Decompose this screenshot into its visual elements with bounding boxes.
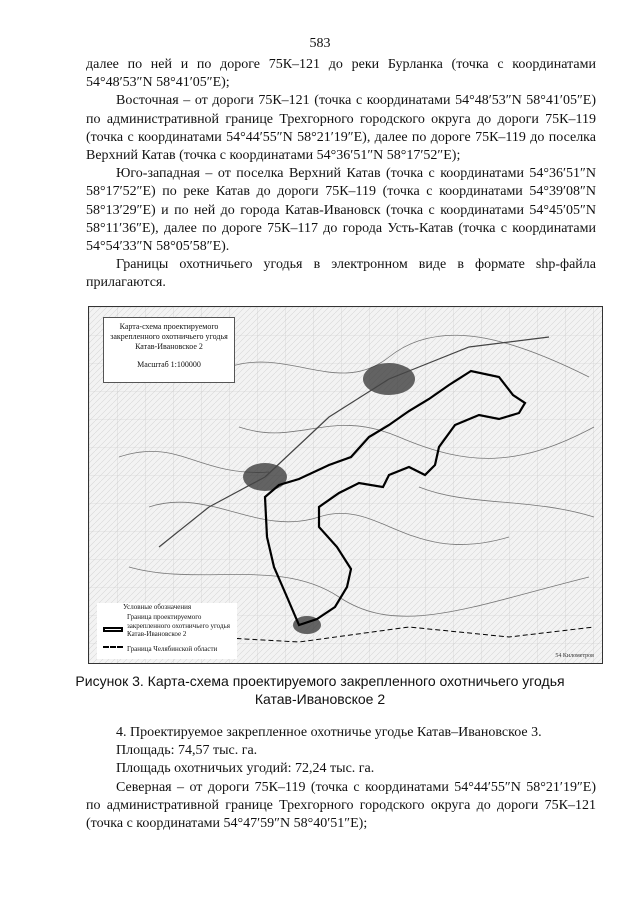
legend-swatch-boundary: [103, 627, 123, 632]
caption-line: Рисунок 3. Карта-схема проектируемого закрепленного охотничьего угодья: [75, 673, 565, 689]
paragraph: 4. Проектируемое закрепленное охотничье угодье Катав–Ивановское 3.: [116, 725, 542, 740]
paragraph: Юго-западная – от поселка Верхний Катав (точка с координатами 54°36′51″N 58°17′52″E) по реке Катав до дороги 75К–119 (точка с координатами 54°39′08″N 58°13′29″E) и по ней до города Катав-Ивановск (точка с координатами 54°45′05″N 58°11′36″E), далее по дороге 75К–117 до города Усть-Катав (точка с координатами 54°54′33″N 58°05′58″E).: [86, 166, 596, 255]
text-block-top: [86, 56, 596, 293]
map-legend: [97, 603, 237, 659]
map-title-box: [103, 317, 235, 383]
legend-item-region: Граница Челябинской области: [127, 645, 218, 653]
map-corner-note: 54 Километров: [555, 653, 594, 659]
map-title-line: Катав-Ивановское 2: [135, 342, 203, 351]
paragraph: Восточная – от дороги 75К–121 (точка с координатами 54°48′53″N 58°41′05″E) по административной границе Трехгорного городского округа до дороги 75К–119 (точка с координатами 54°44′55″N 58°21′19″E), далее по дороге 75К–119 до поселка Верхний Катав (точка с координатами 54°36′51″N 58°17′52″E);: [86, 93, 596, 164]
legend-title: Условные обозначения: [123, 603, 192, 611]
figure-caption: [0, 672, 640, 708]
map-title-line: Карта-схема проектируемого: [119, 322, 219, 331]
map-title-line: закрепленного охотничьего угодья: [110, 332, 228, 341]
map-figure: [88, 306, 603, 664]
legend-item-boundary: Граница проектируемого закрепленного охотничьего угодья Катав-Ивановское 2: [127, 613, 230, 638]
page-number: 583: [309, 36, 331, 51]
text-block-bottom: [86, 724, 596, 833]
caption-line: Катав-Ивановское 2: [254, 691, 386, 707]
paragraph: далее по ней и по дороге 75К–121 до реки Бурланка (точка с координатами 54°48′53″N 58°41′05″E);: [86, 57, 596, 91]
legend-swatch-region: [103, 646, 123, 650]
paragraph: Площадь охотничьих угодий: 72,24 тыс. га.: [116, 761, 375, 777]
paragraph: Северная – от дороги 75К–119 (точка с координатами 54°44′55″N 58°21′19″E) по административной границе Трехгорного городского округа до дороги 75К–121 (точка с координатами 54°47′59″N 58°40′51″E);: [86, 779, 596, 832]
map-scale: Масштаб 1:100000: [137, 360, 201, 369]
paragraph: Площадь: 74,57 тыс. га.: [116, 743, 258, 759]
paragraph: Границы охотничьего угодья в электронном виде в формате shp-файла прилагаются.: [86, 257, 596, 291]
